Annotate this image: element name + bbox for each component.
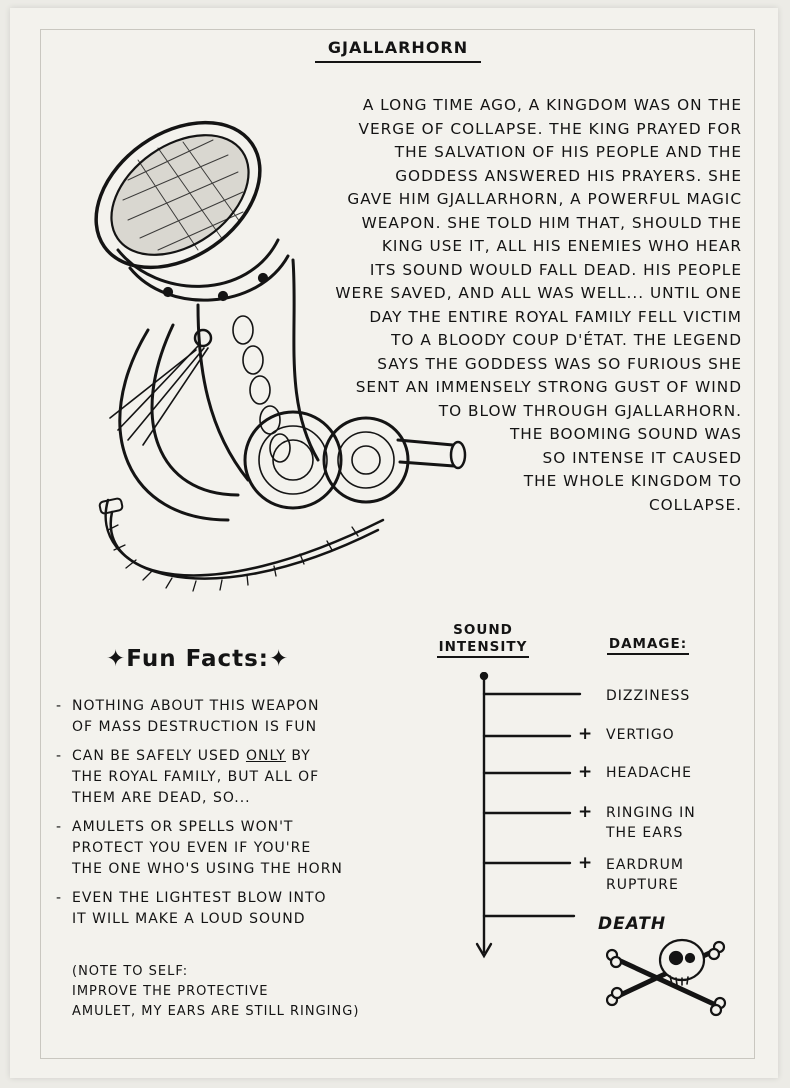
skull-and-crossbones-icon	[606, 928, 732, 1020]
note-line: AMULET, MY EARS ARE STILL RINGING)	[72, 1004, 360, 1019]
page-title: GJALLARHORN	[315, 38, 481, 63]
story-line: GAVE HIM GJALLARHORN, A POWERFUL MAGIC	[347, 190, 742, 208]
story-line: SO INTENSE IT CAUSED	[542, 448, 742, 467]
fun-facts-list	[56, 696, 366, 938]
note-line: (NOTE TO SELF:	[72, 964, 189, 979]
story-line: VERGE OF COLLAPSE. THE KING PRAYED FOR	[358, 119, 742, 138]
fun-facts-title: ✦Fun Facts:✦	[106, 646, 290, 672]
damage-level: EARDRUM RUPTURE	[606, 857, 684, 893]
intensity-scale	[470, 672, 593, 964]
list-item: - EVEN THE LIGHTEST BLOW INTO IT WILL MAKE A LOUD SOUND	[56, 888, 366, 930]
damage-level: RINGING IN THE EARS	[606, 805, 696, 841]
story-line: ITS SOUND WOULD FALL DEAD. HIS PEOPLE	[369, 260, 742, 279]
fact-line: OF MASS DESTRUCTION IS FUN	[72, 719, 318, 735]
story-line: THE WHOLE KINGDOM TO	[523, 472, 742, 490]
damage-level: HEADACHE	[606, 765, 692, 781]
story-line: KING USE IT, ALL HIS ENEMIES WHO HEAR	[381, 237, 742, 255]
fact-line: PROTECT YOU EVEN IF YOU'RE	[72, 840, 312, 856]
list-item: - NOTHING ABOUT THIS WEAPON OF MASS DESTRUCTION IS FUN	[56, 696, 366, 738]
fact-line: THE ONE WHO'S USING THE HORN	[72, 861, 343, 877]
story-line: COLLAPSE.	[648, 495, 742, 514]
fact-line: THEM ARE DEAD, SO...	[72, 790, 251, 806]
story-line: SENT AN IMMENSELY STRONG GUST OF WIND	[355, 378, 742, 396]
list-item: - CAN BE SAFELY USED ONLY BY THE ROYAL FAMILY, BUT ALL OF THEM ARE DEAD, SO...	[56, 746, 366, 809]
underlined-word: ONLY	[245, 748, 286, 764]
damage-level: VERTIGO	[606, 727, 675, 743]
fact-line: CAN BE SAFELY USED ONLY BY	[72, 748, 311, 764]
note-to-self	[72, 962, 372, 1022]
story-line: GODDESS ANSWERED HIS PRAYERS. SHE	[395, 166, 742, 185]
fact-line: EVEN THE LIGHTEST BLOW INTO	[72, 890, 327, 906]
plus-icon: +	[578, 762, 593, 782]
damage-level: DIZZINESS	[606, 688, 691, 704]
story-line: TO A BLOODY COUP D'ÉTAT. THE LEGEND	[391, 331, 742, 349]
story-line: THE BOOMING SOUND WAS	[509, 425, 742, 443]
fact-line: IT WILL MAKE A LOUD SOUND	[72, 911, 306, 927]
plus-icon: +	[578, 802, 593, 822]
damage-level-death: DEATH	[598, 914, 667, 934]
legend-story	[318, 94, 742, 517]
story-line: WERE SAVED, AND ALL WAS WELL... UNTIL ONE	[335, 284, 742, 302]
story-line: A LONG TIME AGO, A KINGDOM WAS ON THE	[362, 96, 742, 114]
damage-header: DAMAGE:	[598, 636, 698, 653]
story-line: DAY THE ENTIRE ROYAL FAMILY FELL VICTIM	[369, 307, 742, 326]
story-line: WEAPON. SHE TOLD HIM THAT, SHOULD THE	[361, 213, 742, 232]
story-line: TO BLOW THROUGH GJALLARHORN.	[438, 401, 742, 420]
list-item: - AMULETS OR SPELLS WON'T PROTECT YOU EVEN IF YOU'RE THE ONE WHO'S USING THE HORN	[56, 817, 366, 880]
story-line: THE SALVATION OF HIS PEOPLE AND THE	[394, 143, 742, 161]
note-line: IMPROVE THE PROTECTIVE	[72, 984, 269, 999]
sound-intensity-header: SOUND INTENSITY	[428, 622, 538, 656]
fact-line: NOTHING ABOUT THIS WEAPON	[72, 698, 320, 714]
plus-icon: +	[578, 724, 593, 744]
fact-line: THE ROYAL FAMILY, BUT ALL OF	[72, 769, 320, 785]
plus-icon: +	[578, 853, 593, 873]
fact-line: AMULETS OR SPELLS WON'T	[72, 819, 294, 835]
story-line: SAYS THE GODDESS WAS SO FURIOUS SHE	[377, 354, 742, 373]
